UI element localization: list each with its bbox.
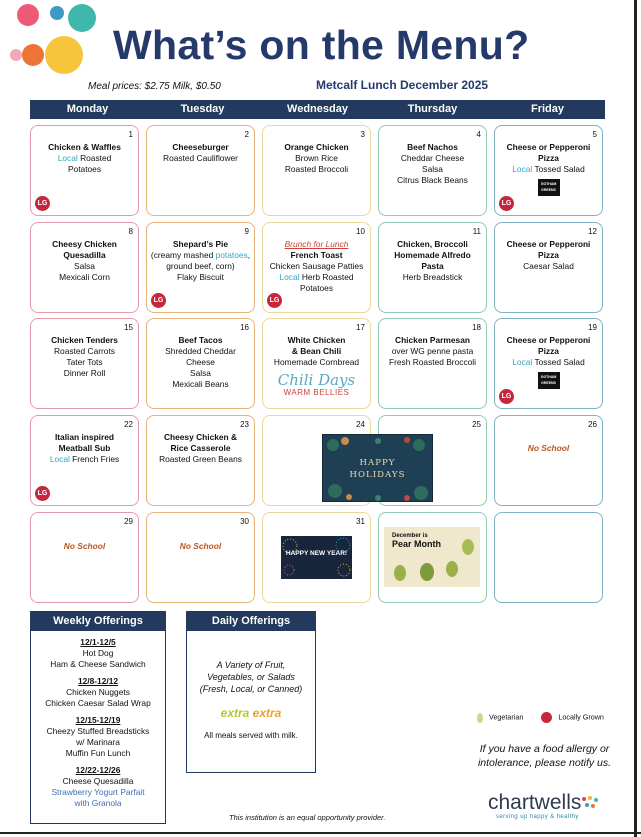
warm-bellies-text: WARM BELLIES bbox=[283, 388, 350, 397]
menu-day-cell bbox=[30, 512, 139, 603]
menu-line: Roasted Carrots bbox=[54, 346, 115, 356]
newyear-line: NEW YEAR! bbox=[310, 550, 348, 557]
menu-line: Brown Rice bbox=[295, 153, 338, 163]
menu-line: Rice Casserole bbox=[170, 443, 231, 453]
locally-grown-icon bbox=[541, 712, 552, 723]
pear-icon bbox=[446, 561, 458, 577]
locally-grown-icon: LG bbox=[499, 389, 514, 404]
menu-line: (creamy mashed bbox=[150, 250, 216, 260]
offering-item: w/ Marinara bbox=[76, 737, 120, 747]
daily-offerings-title: Daily Offerings bbox=[187, 612, 315, 631]
menu-day-cell bbox=[146, 318, 255, 409]
locally-grown-icon: LG bbox=[35, 196, 50, 211]
menu-line: Dinner Roll bbox=[63, 368, 106, 378]
weekly-offerings-title: Weekly Offerings bbox=[31, 612, 165, 631]
decorative-dot bbox=[45, 36, 83, 74]
day-number: 9 bbox=[244, 227, 249, 236]
offering-item: Chicken Nuggets bbox=[66, 687, 130, 697]
menu-line: ground beef, corn) bbox=[166, 261, 235, 271]
menu-day-cell bbox=[494, 222, 603, 313]
milk-note: All meals served with milk. bbox=[204, 731, 298, 740]
offering-item: Cheezy Stuffed Breadsticks bbox=[46, 726, 150, 736]
day-number: 12 bbox=[588, 227, 597, 236]
brand-tagline: serving up happy & healthy bbox=[496, 814, 579, 820]
day-number: 8 bbox=[128, 227, 133, 236]
menu-line: potatoes bbox=[215, 250, 248, 260]
fireworks-decoration bbox=[281, 536, 352, 579]
menu-line: Salsa bbox=[74, 261, 95, 271]
menu-day-cell bbox=[494, 512, 603, 603]
weekly-offerings-box bbox=[30, 611, 166, 824]
chartwells-logo bbox=[488, 792, 581, 820]
day-number: 26 bbox=[588, 420, 597, 429]
menu-line: Chicken Sausage Patties bbox=[269, 261, 364, 271]
locally-grown-icon: LG bbox=[499, 196, 514, 211]
menu-line: Cheesy Chicken bbox=[52, 239, 117, 249]
menu-line: Beef Nachos bbox=[407, 142, 458, 152]
menu-line: Cheesy Chicken & bbox=[163, 432, 238, 442]
menu-line: Shredded Cheddar bbox=[165, 346, 236, 356]
local-tag: Local bbox=[49, 454, 70, 464]
menu-day-cell bbox=[262, 222, 371, 313]
extra-logo-line: extra bbox=[220, 706, 250, 720]
icon-legend bbox=[477, 712, 604, 723]
daily-offerings-box bbox=[186, 611, 316, 773]
menu-line: Tater Tots bbox=[66, 357, 103, 367]
brand-dots-icon bbox=[580, 795, 600, 811]
menu-line: Pizza bbox=[538, 153, 559, 163]
menu-line: Beef Tacos bbox=[178, 335, 223, 345]
menu-line: Tossed Salad bbox=[532, 357, 585, 367]
day-label: Thursday bbox=[407, 103, 458, 115]
local-tag: Local bbox=[57, 153, 78, 163]
menu-line: Herb Roasted bbox=[299, 272, 354, 282]
menu-day-cell bbox=[494, 125, 603, 216]
menu-line: Roasted Cauliflower bbox=[163, 153, 238, 163]
allergy-notice: If you have a food allergy or intolerance, please notify us. bbox=[477, 743, 612, 769]
menu-day-cell bbox=[262, 125, 371, 216]
menu-line: Roasted Green Beans bbox=[159, 454, 242, 464]
menu-line: Cheeseburger bbox=[172, 142, 229, 152]
pear-line: December is bbox=[392, 533, 428, 539]
menu-line: French Toast bbox=[290, 250, 343, 260]
menu-line: Shepard’s Pie bbox=[172, 239, 229, 249]
menu-day-cell bbox=[30, 222, 139, 313]
gotham-greens-logo: GOTHAM GREENS bbox=[538, 372, 560, 389]
menu-day-cell bbox=[494, 415, 603, 506]
offering-item: Hot Dog bbox=[82, 648, 114, 658]
menu-day-cell bbox=[30, 415, 139, 506]
menu-line: Potatoes bbox=[67, 164, 102, 174]
weekday-header bbox=[30, 100, 605, 119]
holiday-line: HOLIDAYS bbox=[349, 470, 406, 480]
menu-line: Chicken, Broccoli bbox=[397, 239, 468, 249]
day-number: 24 bbox=[356, 420, 365, 429]
decorative-dot bbox=[68, 4, 96, 32]
page-frame bbox=[634, 0, 637, 837]
offering-item: Strawberry Yogurt Parfait bbox=[51, 787, 145, 797]
holiday-leaves-decoration bbox=[323, 435, 434, 503]
menu-line: Roasted Broccoli bbox=[284, 164, 349, 174]
day-number: 22 bbox=[124, 420, 133, 429]
gotham-greens-logo: GOTHAM GREENS bbox=[538, 179, 560, 196]
menu-line: Fresh Roasted Broccoli bbox=[388, 357, 477, 367]
brunch-label: Brunch for Lunch bbox=[284, 239, 349, 249]
menu-line: over WG penne pasta bbox=[391, 346, 474, 356]
menu-line: Mexicali Beans bbox=[172, 379, 229, 389]
menu-day-cell bbox=[146, 222, 255, 313]
menu-line: Cheese bbox=[186, 357, 215, 367]
day-number: 1 bbox=[128, 130, 133, 139]
menu-line: Salsa bbox=[190, 368, 211, 378]
menu-line: Italian inspired bbox=[54, 432, 115, 442]
local-tag: Local bbox=[279, 272, 300, 282]
menu-line: , bbox=[247, 250, 251, 260]
day-number: 30 bbox=[240, 517, 249, 526]
no-school-label: No School bbox=[179, 541, 222, 551]
menu-day-cell bbox=[378, 318, 487, 409]
menu-line: White Chicken bbox=[287, 335, 346, 345]
day-number: 29 bbox=[124, 517, 133, 526]
decorative-dot bbox=[17, 4, 39, 26]
pear-month-card bbox=[384, 527, 480, 587]
daily-text-line: Vegetables, or Salads bbox=[207, 672, 295, 682]
day-number: 5 bbox=[592, 130, 597, 139]
menu-line: Caesar Salad bbox=[523, 261, 574, 271]
offering-item: Cheese Quesadilla bbox=[62, 776, 134, 786]
decorative-dot bbox=[10, 49, 22, 61]
menu-line: Homemade Cornbread bbox=[273, 357, 360, 367]
meal-prices: Meal prices: $2.75 Milk, $0.50 bbox=[88, 81, 221, 92]
pear-icon bbox=[420, 563, 434, 581]
menu-line: Pasta bbox=[421, 261, 444, 271]
daily-text-line: A Variety of Fruit, bbox=[216, 660, 286, 670]
local-tag: Local bbox=[512, 164, 533, 174]
menu-line: Salsa bbox=[422, 164, 443, 174]
menu-line: Roasted bbox=[77, 153, 112, 163]
menu-line: Cheese or Pepperoni bbox=[506, 335, 591, 345]
extra-extra-logo bbox=[187, 707, 315, 719]
menu-line: Meatball Sub bbox=[58, 443, 111, 453]
day-number: 18 bbox=[472, 323, 481, 332]
menu-line: French Fries bbox=[69, 454, 120, 464]
offering-dates: 12/22-12/26 bbox=[75, 765, 121, 775]
day-number: 17 bbox=[356, 323, 365, 332]
menu-line: Citrus Black Beans bbox=[397, 175, 468, 185]
day-label: Friday bbox=[530, 103, 564, 115]
day-label: Monday bbox=[66, 103, 109, 115]
menu-line: Potatoes bbox=[299, 283, 334, 293]
menu-line: Cheese or Pepperoni bbox=[506, 239, 591, 249]
decorative-dot bbox=[50, 6, 64, 20]
newyear-line: HAPPY bbox=[285, 550, 309, 557]
menu-line: Cheddar Cheese bbox=[400, 153, 465, 163]
extra-logo-line: extra bbox=[252, 706, 282, 720]
pear-line: Pear Month bbox=[392, 539, 442, 549]
menu-line: Chicken & Waffles bbox=[48, 142, 121, 152]
locally-grown-icon: LG bbox=[267, 293, 282, 308]
happy-new-year-card bbox=[281, 536, 352, 579]
menu-line: Flaky Biscuit bbox=[176, 272, 224, 282]
day-number: 10 bbox=[356, 227, 365, 236]
day-number: 25 bbox=[472, 420, 481, 429]
menu-line: Orange Chicken bbox=[284, 142, 349, 152]
equal-opportunity-notice: This institution is an equal opportunity provider. bbox=[229, 813, 386, 822]
no-school-label: No School bbox=[527, 443, 570, 453]
locally-grown-icon: LG bbox=[35, 486, 50, 501]
daily-text-line: (Fresh, Local, or bbox=[199, 684, 266, 694]
no-school-label: No School bbox=[63, 541, 106, 551]
menu-line: & Bean Chili bbox=[291, 346, 342, 356]
menu-line: Homemade Alfredo bbox=[394, 250, 471, 260]
daily-text-line: Canned) bbox=[267, 684, 303, 694]
day-number: 19 bbox=[588, 323, 597, 332]
holiday-line: HAPPY bbox=[359, 458, 396, 468]
page-frame bbox=[0, 832, 641, 834]
offering-item: Ham & Cheese Sandwich bbox=[50, 659, 146, 669]
offering-dates: 12/8-12/12 bbox=[77, 676, 119, 686]
locally-grown-icon: LG bbox=[151, 293, 166, 308]
happy-holidays-card bbox=[322, 434, 433, 502]
menu-line: Quesadilla bbox=[63, 250, 106, 260]
day-number: 4 bbox=[476, 130, 481, 139]
day-label: Tuesday bbox=[180, 103, 225, 115]
menu-day-cell bbox=[146, 125, 255, 216]
day-number: 3 bbox=[360, 130, 365, 139]
brand-name: chartwells bbox=[488, 791, 582, 814]
menu-subtitle: Metcalf Lunch December 2025 bbox=[316, 78, 489, 92]
decorative-dot bbox=[22, 44, 44, 66]
menu-line: Mexicali Corn bbox=[59, 272, 110, 282]
offering-dates: 12/15-12/19 bbox=[75, 715, 121, 725]
pear-icon bbox=[462, 539, 474, 555]
menu-line: Tossed Salad bbox=[532, 164, 585, 174]
day-number: 23 bbox=[240, 420, 249, 429]
menu-line: Cheese or Pepperoni bbox=[506, 142, 591, 152]
offering-dates: 12/1-12/5 bbox=[80, 637, 116, 647]
legend-local-label: Locally Grown bbox=[558, 712, 604, 722]
menu-day-cell bbox=[494, 318, 603, 409]
day-number: 15 bbox=[124, 323, 133, 332]
page-title: What’s on the Menu? bbox=[113, 22, 530, 68]
offering-item: Chicken Caesar Salad Wrap bbox=[45, 698, 151, 708]
menu-day-cell bbox=[146, 512, 255, 603]
day-number: 2 bbox=[244, 130, 249, 139]
menu-line: Pizza bbox=[538, 346, 559, 356]
menu-day-cell bbox=[30, 125, 139, 216]
day-number: 16 bbox=[240, 323, 249, 332]
menu-line: Chicken Parmesan bbox=[395, 335, 470, 345]
pear-icon bbox=[394, 565, 406, 581]
menu-line: Pizza bbox=[538, 250, 559, 260]
day-number: 11 bbox=[472, 227, 481, 236]
offering-item: Muffin Fun Lunch bbox=[65, 748, 131, 758]
vegetarian-icon bbox=[477, 713, 483, 723]
menu-line: Herb Breadstick bbox=[402, 272, 463, 282]
menu-day-cell bbox=[262, 318, 371, 409]
local-tag: Local bbox=[512, 357, 533, 367]
day-number: 31 bbox=[356, 517, 365, 526]
menu-line: Chicken Tenders bbox=[51, 335, 118, 345]
menu-day-cell bbox=[30, 318, 139, 409]
legend-vegetarian-label: Vegetarian bbox=[489, 712, 524, 722]
menu-day-cell bbox=[378, 125, 487, 216]
menu-day-cell bbox=[378, 222, 487, 313]
menu-day-cell bbox=[146, 415, 255, 506]
day-label: Wednesday bbox=[287, 103, 348, 115]
offering-item: with Granola bbox=[74, 798, 122, 808]
chili-days-logo: Chili Days bbox=[277, 371, 356, 389]
